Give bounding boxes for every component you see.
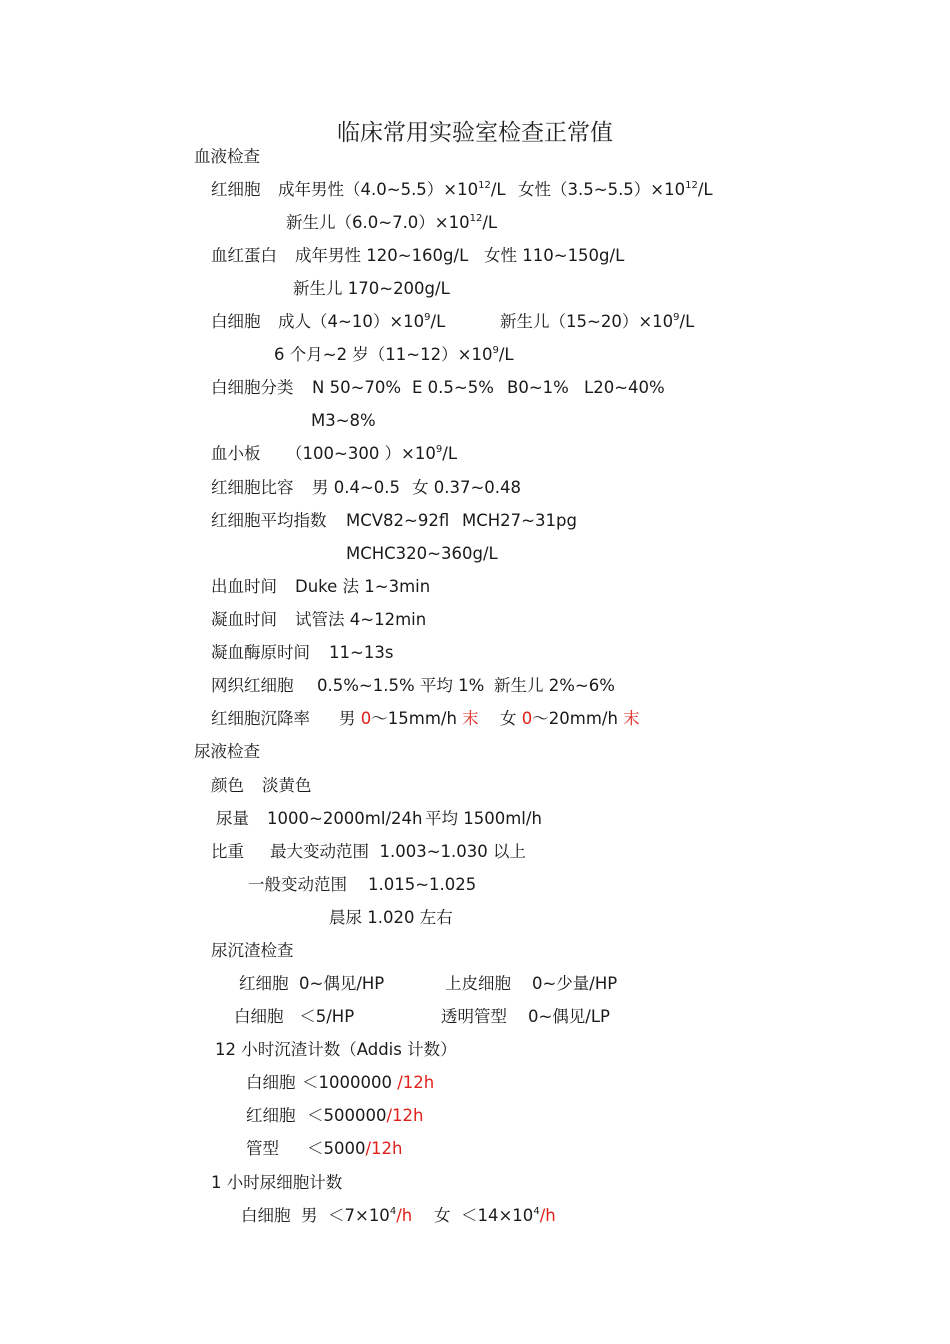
diff-b: B0~1% bbox=[507, 378, 569, 397]
section-heading-urine: 尿液检查 bbox=[194, 742, 260, 761]
hourly-male: 男 $<7\times 10^4/h$ bbox=[301, 1206, 413, 1225]
page-title: 临床常用实验室检查正常值 bbox=[337, 120, 613, 146]
hct-female: 女 0.37~0.48 bbox=[412, 478, 522, 497]
addis-wbc-label: 白细胞 bbox=[246, 1073, 296, 1092]
hb-female: 女性 110~150g/L bbox=[484, 246, 625, 265]
retic-newborn: 新生儿 2%~6% bbox=[494, 676, 615, 695]
wbc-infant: 6 个月~2 岁$(11\sim 12)\times 10^9/L$ bbox=[274, 345, 514, 364]
esr-label: 红细胞沉降率 bbox=[211, 709, 310, 728]
sediment-heading: 尿沉渣检查 bbox=[211, 941, 294, 960]
rbc-newborn: 新生儿$(6.0\sim 7.0)\times 10^{12}/L$ bbox=[286, 213, 498, 232]
diff-label: 白细胞分类 bbox=[211, 378, 294, 397]
rbc-female: 女性$(3.5\sim 5.5)\times 10^{12}/L$ bbox=[518, 180, 713, 199]
esr-male: 男 0～15mm/h 末 bbox=[339, 709, 479, 728]
hb-male: 成年男性 120~160g/L bbox=[295, 246, 469, 265]
section-heading-blood: 血液检查 bbox=[194, 147, 260, 166]
sediment-epi: 上皮细胞 0~少量/HP bbox=[445, 974, 618, 993]
hb-label: 血红蛋白 bbox=[211, 246, 277, 265]
retic-label: 网织红细胞 bbox=[211, 676, 294, 695]
esr-female: 女 0～20mm/h 末 bbox=[500, 709, 640, 728]
clotting-label: 凝血时间 bbox=[211, 610, 277, 629]
diff-m: M3~8% bbox=[311, 411, 376, 430]
hourly-wbc-label: 白细胞 bbox=[241, 1206, 291, 1225]
bleeding-value: Duke 法 1~3min bbox=[295, 577, 431, 596]
diff-n: N 50~70% bbox=[312, 378, 402, 397]
urine-volume-avg: 平均 1500ml/h bbox=[425, 809, 542, 828]
indices-mcv: MCV82~92fl bbox=[346, 511, 450, 530]
sediment-wbc: 白细胞 ＜5/HP bbox=[234, 1007, 355, 1026]
hct-label: 红细胞比容 bbox=[211, 478, 294, 497]
sediment-cast: 透明管型 0~偶见/LP bbox=[441, 1007, 611, 1026]
hourly-heading: 1 小时尿细胞计数 bbox=[211, 1173, 343, 1192]
sg-max: 最大变动范围 1.003~1.030 以上 bbox=[270, 842, 527, 861]
sediment-rbc: 红细胞 0~偶见/HP bbox=[239, 974, 385, 993]
retic-value: 0.5%~1.5% 平均 1% bbox=[317, 676, 485, 695]
rbc-label: 红细胞 bbox=[211, 180, 261, 199]
wbc-label: 白细胞 bbox=[211, 312, 261, 331]
sg-general: 一般变动范围 1.015~1.025 bbox=[248, 875, 477, 894]
indices-mchc: MCHC320~360g/L bbox=[346, 544, 498, 563]
urine-color-value: 淡黄色 bbox=[262, 776, 312, 795]
pt-label: 凝血酶原时间 bbox=[211, 643, 310, 662]
sg-morning: 晨尿 1.020 左右 bbox=[329, 908, 453, 927]
hb-newborn: 新生儿 170~200g/L bbox=[293, 279, 450, 298]
addis-cast-value: ＜5000/12h bbox=[307, 1139, 403, 1158]
rbc-male: 成年男性$(4.0\sim 5.5)\times 10^{12}/L$ bbox=[278, 180, 506, 199]
urine-volume-label: 尿量 bbox=[216, 809, 249, 828]
clotting-value: 试管法 4~12min bbox=[295, 610, 427, 629]
plt-label: 血小板 bbox=[211, 444, 261, 463]
addis-wbc-value: ＜1000000 /12h bbox=[302, 1073, 435, 1092]
hct-male: 男 0.4~0.5 bbox=[312, 478, 401, 497]
plt-value: （100~300 ）$\times 10^9/L$ bbox=[286, 444, 458, 463]
pt-value: 11~13s bbox=[329, 643, 394, 662]
bleeding-label: 出血时间 bbox=[211, 577, 277, 596]
diff-e: E 0.5~5% bbox=[412, 378, 494, 397]
indices-label: 红细胞平均指数 bbox=[211, 511, 327, 530]
addis-cast-label: 管型 bbox=[246, 1139, 279, 1158]
wbc-adult: 成人$(4\sim 10)\times 10^9/L$ bbox=[278, 312, 446, 331]
hourly-female: 女 $<14\times 10^4/h$ bbox=[434, 1206, 556, 1225]
addis-heading: 12 小时沉渣计数（Addis 计数） bbox=[215, 1040, 457, 1059]
diff-l: L20~40% bbox=[584, 378, 665, 397]
indices-mch: MCH27~31pg bbox=[462, 511, 577, 530]
urine-color-label: 颜色 bbox=[211, 776, 244, 795]
urine-volume-value: 1000~2000ml/24h bbox=[267, 809, 423, 828]
sg-label: 比重 bbox=[211, 842, 244, 861]
addis-rbc-value: ＜500000/12h bbox=[307, 1106, 424, 1125]
addis-rbc-label: 红细胞 bbox=[246, 1106, 296, 1125]
wbc-newborn: 新生儿$(15\sim 20)\times 10^9/L$ bbox=[500, 312, 695, 331]
